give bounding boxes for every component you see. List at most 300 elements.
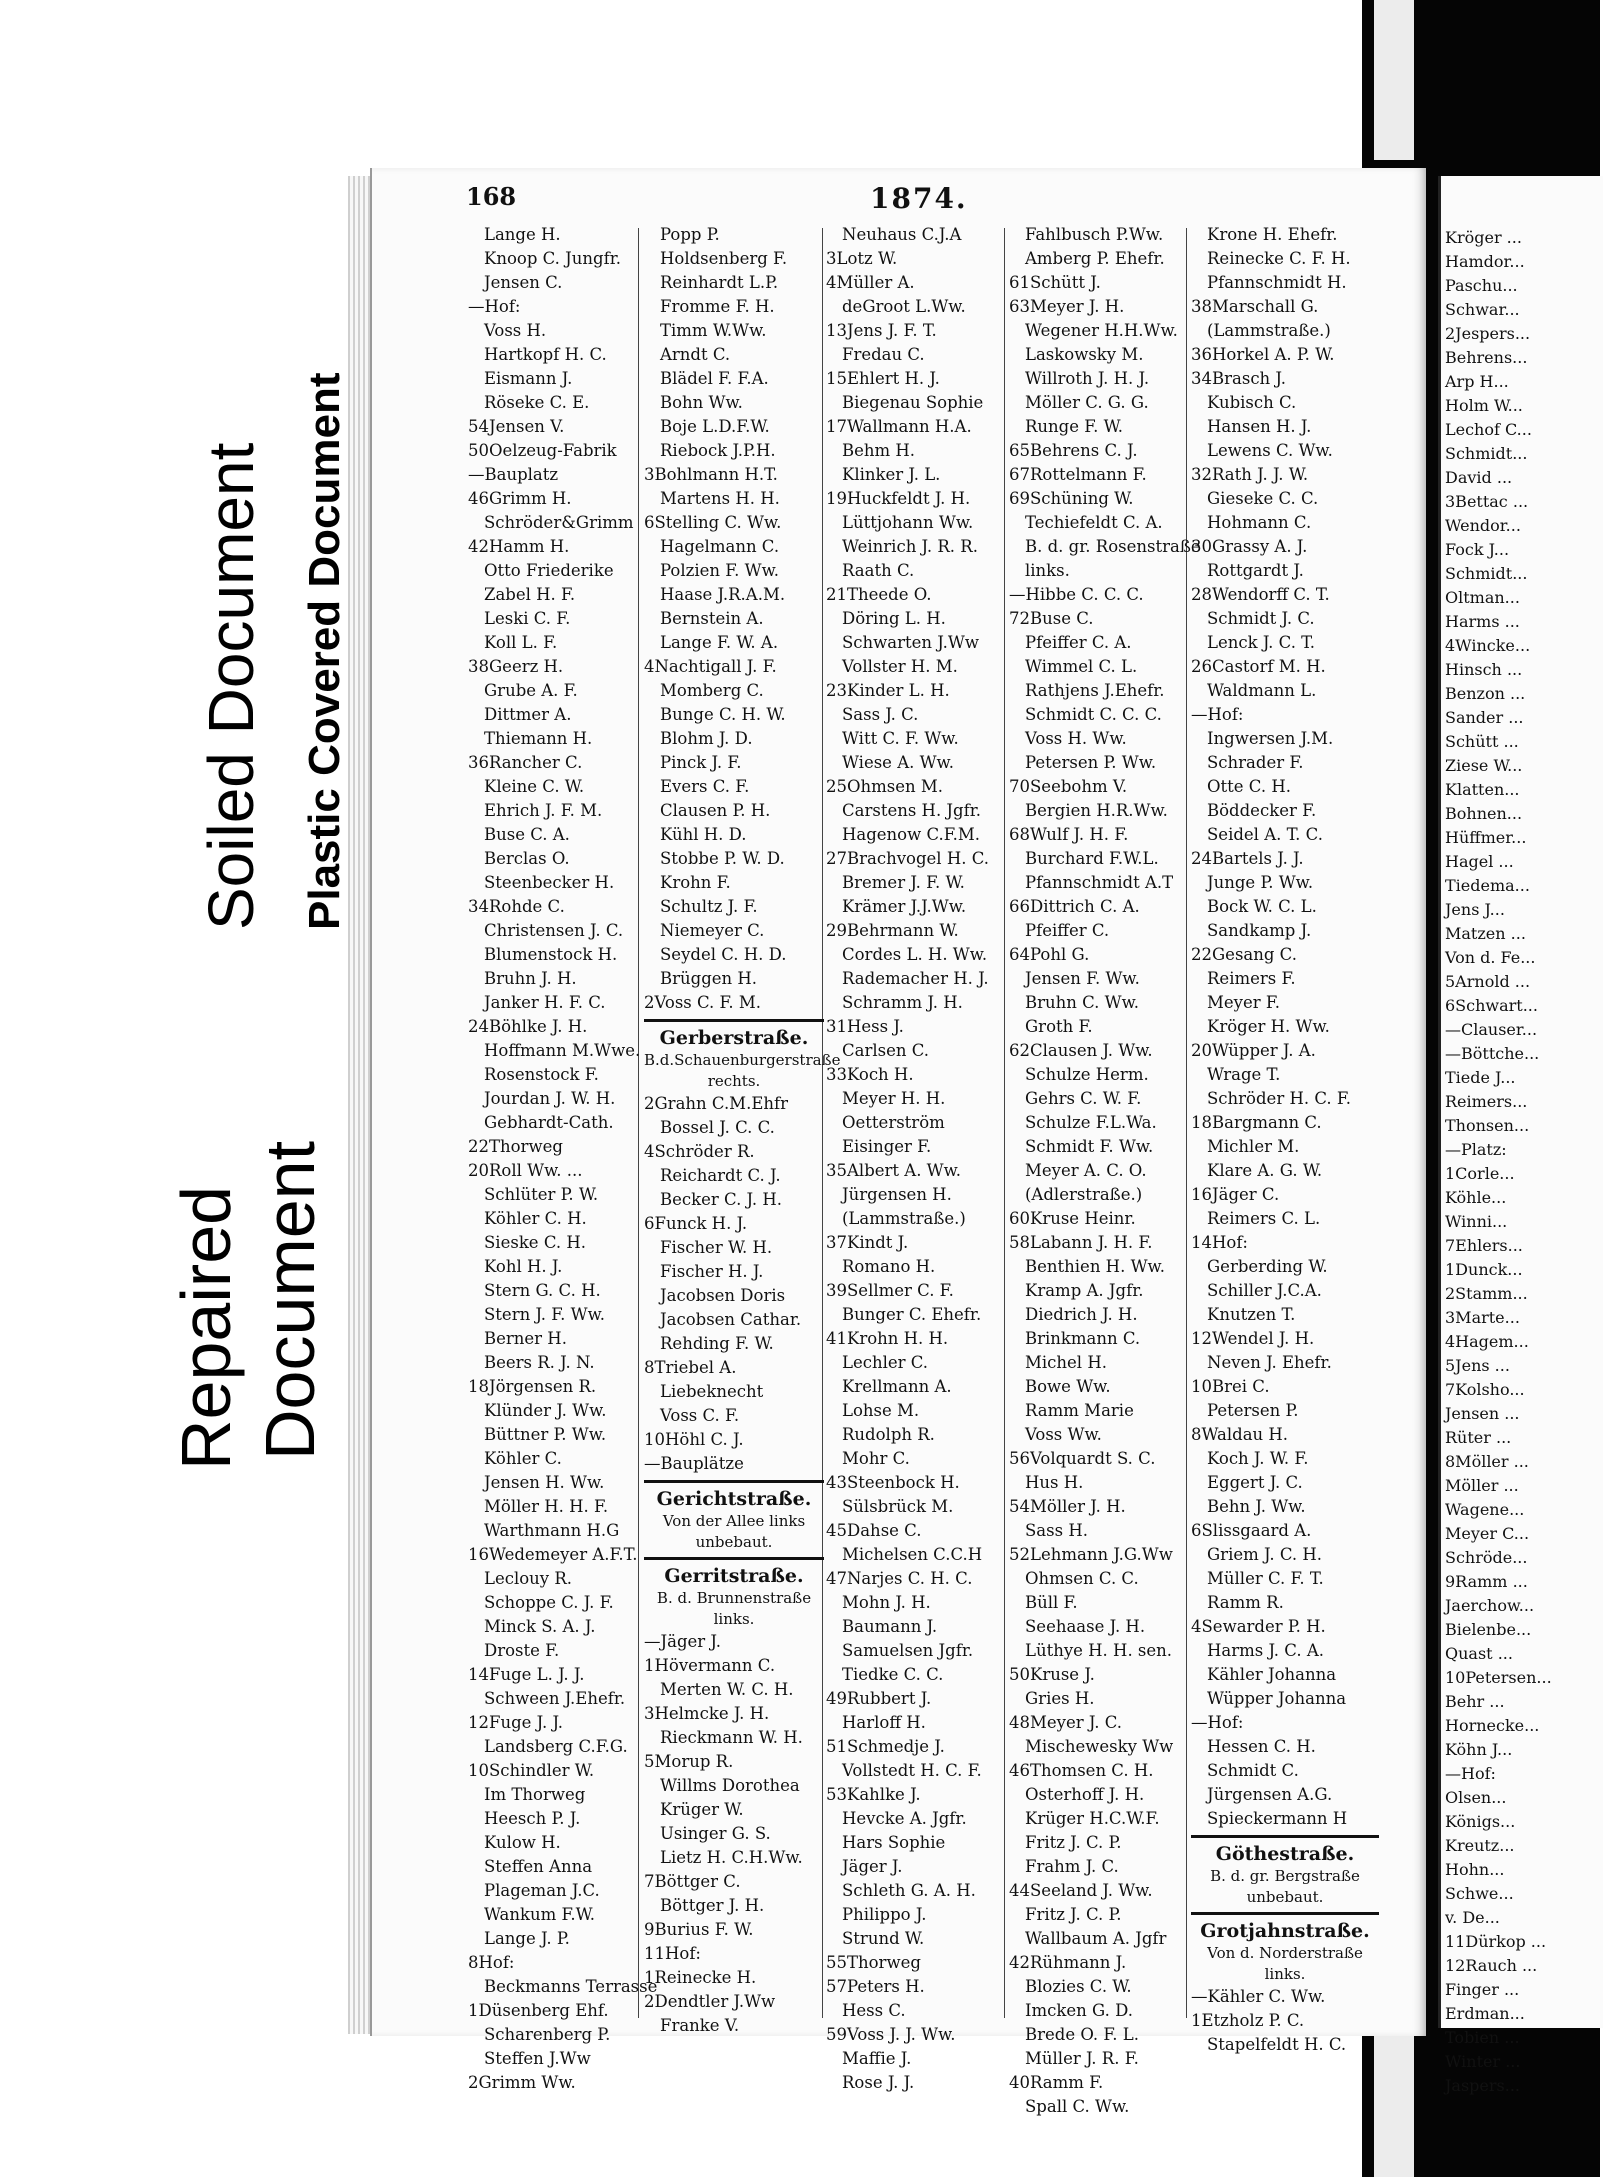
adjacent-page-entry: Rüter ... [1445, 1428, 1512, 1447]
directory-entry: Sülsbrück M. [842, 1497, 954, 1516]
directory-entry: Bossel J. C. C. [660, 1118, 775, 1137]
directory-entry: Maffie J. [842, 2049, 912, 2068]
directory-entry: Stern G. C. H. [484, 1281, 601, 1300]
page-header [372, 182, 1426, 222]
directory-entry: 8Hof: [468, 1953, 515, 1972]
adjacent-page-entry: 12Rauch ... [1445, 1956, 1538, 1975]
directory-entry: Willroth J. H. J. [1025, 369, 1150, 388]
directory-entry: Minck S. A. J. [484, 1617, 596, 1636]
directory-entry: 2Voss C. F. M. [644, 993, 762, 1012]
directory-entry: Laskowsky M. [1025, 345, 1144, 364]
directory-entry: 36Horkel A. P. W. [1191, 345, 1335, 364]
directory-entry: 53Kahlke J. [826, 1785, 921, 1804]
adjacent-page-entry: 11Dürkop ... [1445, 1932, 1547, 1951]
directory-entry: 57Peters H. [826, 1977, 925, 1996]
directory-entry: 24Böhlke J. H. [468, 1017, 588, 1036]
adjacent-page-entry: Köhle... [1445, 1188, 1507, 1207]
directory-entry: Diedrich J. H. [1025, 1305, 1138, 1324]
directory-entry: 47Narjes C. H. C. [826, 1569, 973, 1588]
directory-entry: Wiese A. Ww. [842, 753, 954, 772]
directory-entry: 30Grassy A. J. [1191, 537, 1308, 556]
directory-entry: 7Böttger C. [644, 1872, 741, 1891]
adjacent-page-entry: Meyer C... [1445, 1524, 1530, 1543]
directory-entry: Schmidt J. C. [1207, 609, 1315, 628]
directory-entry: Weinrich J. R. R. [842, 537, 978, 556]
directory-entry: Möller C. G. G. [1025, 393, 1149, 412]
directory-entry: 3Lotz W. [826, 249, 898, 268]
directory-entry: Reinecke C. F. H. [1207, 249, 1351, 268]
adjacent-page-entry: 7Kolsho... [1445, 1380, 1525, 1399]
directory-entry: 1Etzholz P. C. [1191, 2011, 1305, 2030]
directory-entry: —Hof: [1191, 1713, 1244, 1732]
directory-entry: 22Gesang C. [1191, 945, 1297, 964]
directory-entry: Voss H. [484, 321, 547, 340]
directory-entry: Lietz H. C.H.Ww. [660, 1848, 803, 1867]
directory-entry: Mischewesky Ww [1025, 1737, 1174, 1756]
directory-entry: Schrader F. [1207, 753, 1304, 772]
directory-entry: Hoffmann M.Wwe. [484, 1041, 641, 1060]
directory-entry: 19Huckfeldt J. H. [826, 489, 971, 508]
directory-entry: 23Kinder L. H. [826, 681, 950, 700]
directory-entry: Böttger J. H. [660, 1896, 765, 1915]
directory-entry: 14Fuge L. J. J. [468, 1665, 585, 1684]
directory-entry: 69Schüning W. [1009, 489, 1134, 508]
directory-entry: Köhler C. [484, 1449, 562, 1468]
directory-entry: Reimers F. [1207, 969, 1296, 988]
directory-entry: 38Marschall G. [1191, 297, 1319, 316]
adjacent-page-entry: Schwe... [1445, 1884, 1514, 1903]
directory-entry: 37Kindt J. [826, 1233, 909, 1252]
adjacent-page-entry: Harms ... [1445, 612, 1520, 631]
directory-entry: 29Behrmann W. [826, 921, 959, 940]
adjacent-page-entry: 7Ehlers... [1445, 1236, 1523, 1255]
directory-column-2 [644, 223, 841, 2038]
directory-entry: Köhler C. H. [484, 1209, 587, 1228]
directory-entry: Rehding F. W. [660, 1334, 774, 1353]
directory-entry: Ingwersen J.M. [1207, 729, 1334, 748]
directory-entry: Jacobsen Cathar. [660, 1310, 802, 1329]
directory-entry: Rudolph R. [842, 1425, 935, 1444]
directory-entry: Schlüter P. W. [484, 1185, 599, 1204]
directory-entry: Riebock J.P.H. [660, 441, 776, 460]
directory-entry: Martens H. H. [660, 489, 780, 508]
directory-entry: Möller H. H. F. [484, 1497, 609, 1516]
directory-entry: 27Brachvogel H. C. [826, 849, 989, 868]
directory-entry: Fromme F. H. [660, 297, 775, 316]
directory-entry: 1Hövermann C. [644, 1656, 776, 1675]
adjacent-page-entry: Lechof C... [1445, 420, 1532, 439]
directory-entry: Leski C. F. [484, 609, 571, 628]
directory-entry: Pinck J. F. [660, 753, 742, 772]
directory-entry: Runge F. W. [1025, 417, 1123, 436]
directory-entry: Osterhoff J. H. [1025, 1785, 1145, 1804]
directory-entry: Eisinger F. [842, 1137, 932, 1156]
directory-entry: Sieske C. H. [484, 1233, 586, 1252]
adjacent-page-entry: Wagene... [1445, 1500, 1525, 1519]
directory-entry: 62Clausen J. Ww. [1009, 1041, 1153, 1060]
directory-entry: Wallbaum A. Jgfr [1025, 1929, 1167, 1948]
directory-entry: Holdsenberg F. [660, 249, 788, 268]
directory-entry: Oetterström [842, 1113, 945, 1132]
directory-entry: (Lammstraße.) [1207, 321, 1331, 340]
directory-entry: 63Meyer J. H. [1009, 297, 1125, 316]
directory-entry: 6Funck H. J. [644, 1214, 748, 1233]
directory-entry: Otto Friederike [484, 561, 614, 580]
directory-entry: —Bauplätze [644, 1454, 744, 1473]
adjacent-page-entry: 3Marte... [1445, 1308, 1520, 1327]
adjacent-page-entry: Wendor... [1445, 516, 1521, 535]
directory-entry: 4Schröder R. [644, 1142, 755, 1161]
street-heading: Grotjahnstraße. [1191, 1912, 1379, 1943]
directory-entry: 54Möller J. H. [1009, 1497, 1126, 1516]
directory-entry: 54Jensen V. [468, 417, 565, 436]
directory-entry: Rieckmann W. H. [660, 1728, 803, 1747]
directory-entry: Kulow H. [484, 1833, 561, 1852]
directory-entry: 60Kruse Heinr. [1009, 1209, 1136, 1228]
adjacent-page-entry: 1Dunck... [1445, 1260, 1523, 1279]
directory-entry: Dittmer A. [484, 705, 572, 724]
directory-entry: Kühl H. D. [660, 825, 747, 844]
directory-entry: Hansen H. J. [1207, 417, 1312, 436]
directory-entry: —Hibbe C. C. C. [1009, 585, 1144, 604]
directory-entry: 12Wendel J. H. [1191, 1329, 1315, 1348]
directory-entry: Stern J. F. Ww. [484, 1305, 606, 1324]
directory-entry: Arndt C. [660, 345, 731, 364]
adjacent-page-entry: Fock J... [1445, 540, 1510, 559]
adjacent-page-entry: Matzen ... [1445, 924, 1526, 943]
directory-entry: Krüger W. [660, 1800, 744, 1819]
directory-entry: Eismann J. [484, 369, 573, 388]
directory-entry: Brüggen H. [660, 969, 758, 988]
directory-entry: Röseke C. E. [484, 393, 590, 412]
directory-entry: 10Höhl C. J. [644, 1430, 744, 1449]
directory-entry: Spieckermann H [1207, 1809, 1348, 1828]
directory-entry: Wrage T. [1207, 1065, 1281, 1084]
directory-entry: Beers R. J. N. [484, 1353, 595, 1372]
directory-entry: 48Meyer J. C. [1009, 1713, 1122, 1732]
adjacent-page-entry: Tiede J... [1445, 1068, 1516, 1087]
directory-entry: 46Thomsen C. H. [1009, 1761, 1154, 1780]
directory-entry: Benthien H. Ww. [1025, 1257, 1165, 1276]
directory-entry: Frahm J. C. [1025, 1857, 1119, 1876]
directory-entry: Krämer J.J.Ww. [842, 897, 967, 916]
directory-entry: Bunger C. Ehefr. [842, 1305, 982, 1324]
directory-entry: 34Brasch J. [1191, 369, 1287, 388]
directory-entry: Böddecker F. [1207, 801, 1317, 820]
directory-entry: Knoop C. Jungfr. [484, 249, 622, 268]
directory-entry: 26Castorf M. H. [1191, 657, 1326, 676]
adjacent-page-entry: Olsen... [1445, 1788, 1507, 1807]
directory-entry: Jourdan J. W. H. [484, 1089, 616, 1108]
directory-entry: 68Wulf J. H. F. [1009, 825, 1129, 844]
directory-entry: Kohl H. J. [484, 1257, 563, 1276]
directory-entry: Sass H. [1025, 1521, 1088, 1540]
directory-entry: 64Pohl G. [1009, 945, 1090, 964]
adjacent-page-entry: 4Hagem... [1445, 1332, 1529, 1351]
directory-entry: Reinhardt L.P. [660, 273, 779, 292]
adjacent-page-entry: 4Wincke... [1445, 636, 1531, 655]
directory-entry: Schulze Herm. [1025, 1065, 1149, 1084]
directory-entry: —Kähler C. Ww. [1191, 1987, 1326, 2006]
directory-entry: Schulze F.L.Wa. [1025, 1113, 1157, 1132]
directory-entry: Bruhn C. Ww. [1025, 993, 1140, 1012]
directory-entry: Bowe Ww. [1025, 1377, 1111, 1396]
directory-entry: Jensen H. Ww. [484, 1473, 605, 1492]
directory-entry: Lange J. P. [484, 1929, 570, 1948]
directory-entry: 14Hof: [1191, 1233, 1248, 1252]
adjacent-page-entry: —Böttche... [1445, 1044, 1540, 1063]
directory-entry: Kleine C. W. [484, 777, 585, 796]
directory-entry: 59Voss J. J. Ww. [826, 2025, 956, 2044]
directory-entry: 41Krohn H. H. [826, 1329, 949, 1348]
directory-entry: Im Thorweg [484, 1785, 586, 1804]
adjacent-page-entry: Jaerchow... [1445, 1596, 1535, 1615]
adjacent-page-fragment [1438, 176, 1603, 2095]
directory-entry: Fredau C. [842, 345, 925, 364]
directory-entry: Schween J.Ehefr. [484, 1689, 626, 1708]
directory-entry: 1Reinecke H. [644, 1968, 757, 1987]
directory-entry: Momberg C. [660, 681, 764, 700]
directory-entry: Hagelmann C. [660, 537, 780, 556]
directory-entry: Voss Ww. [1025, 1425, 1102, 1444]
directory-entry: 20Roll Ww. ... [468, 1161, 583, 1180]
directory-entry: 65Behrens C. J. [1009, 441, 1138, 460]
directory-entry: Jürgensen A.G. [1207, 1785, 1333, 1804]
directory-entry: Cordes L. H. Ww. [842, 945, 988, 964]
directory-entry: Jürgensen H. [842, 1185, 952, 1204]
directory-entry: Müller C. F. T. [1207, 1569, 1324, 1588]
directory-entry: 9Burius F. W. [644, 1920, 754, 1939]
directory-entry: Bock W. C. L. [1207, 897, 1317, 916]
directory-entry: Berner H. [484, 1329, 567, 1348]
directory-entry: 55Thorweg [826, 1953, 921, 1972]
directory-entry: Landsberg C.F.G. [484, 1737, 628, 1756]
directory-entry: Gieseke C. C. [1207, 489, 1319, 508]
adjacent-page-entry: Reimers... [1445, 1092, 1528, 1111]
column-rule [638, 228, 639, 2018]
directory-entry: 18Jörgensen R. [468, 1377, 597, 1396]
directory-entry: Lenck J. C. T. [1207, 633, 1316, 652]
label-plastic-covered-document: Plastic Covered Document [300, 372, 349, 930]
directory-entry: Polzien F. Ww. [660, 561, 779, 580]
adjacent-page-entry: Oltman... [1445, 588, 1520, 607]
directory-entry: 8Waldau H. [1191, 1425, 1289, 1444]
adjacent-page-entry: Hornecke... [1445, 1716, 1540, 1735]
directory-entry: Franke V. [660, 2016, 740, 2035]
directory-entry: Carstens H. Jgfr. [842, 801, 982, 820]
directory-entry: Droste F. [484, 1641, 560, 1660]
directory-entry: Steffen Anna [484, 1857, 593, 1876]
adjacent-page-entry: Schmidt... [1445, 564, 1528, 583]
adjacent-page-entry: Finger ... [1445, 1980, 1520, 1999]
directory-entry: Griem J. C. H. [1207, 1545, 1322, 1564]
directory-entry: Harms J. C. A. [1207, 1641, 1324, 1660]
directory-entry: Koll L. F. [484, 633, 558, 652]
directory-entry: Becker C. J. H. [660, 1190, 783, 1209]
adjacent-page-entry: Hamdor... [1445, 252, 1525, 271]
directory-entry: Vollster H. M. [842, 657, 958, 676]
directory-entry: Meyer A. C. O. [1025, 1161, 1147, 1180]
adjacent-page-entry: Köhn J... [1445, 1740, 1513, 1759]
directory-entry: Beckmanns Terrasse [484, 1977, 658, 1996]
directory-entry: 38Geerz H. [468, 657, 564, 676]
page-number: 168 [466, 182, 517, 211]
directory-entry: Janker H. F. C. [484, 993, 606, 1012]
directory-entry: Rose J. J. [842, 2073, 915, 2092]
directory-entry: 42Hamm H. [468, 537, 570, 556]
directory-entry: 15Ehlert H. J. [826, 369, 940, 388]
directory-entry: 18Bargmann C. [1191, 1113, 1322, 1132]
directory-entry: Steffen J.Ww [484, 2049, 591, 2068]
directory-entry: Lüttjohann Ww. [842, 513, 974, 532]
directory-entry: Fahlbusch P.Ww. [1025, 225, 1164, 244]
directory-entry: Reimers C. L. [1207, 1209, 1321, 1228]
directory-entry: 67Rottelmann F. [1009, 465, 1147, 484]
directory-entry: Christensen J. C. [484, 921, 624, 940]
directory-entry: 45Dahse C. [826, 1521, 922, 1540]
directory-entry: Steenbecker H. [484, 873, 615, 892]
adjacent-page-column [1445, 226, 1552, 2098]
directory-entry: Schröder&Grimm [484, 513, 634, 532]
street-note: Von der Allee links unbebaut. [662, 1512, 806, 1551]
directory-entry: Amberg P. Ehefr. [1025, 249, 1165, 268]
directory-entry: Bruhn J. H. [484, 969, 577, 988]
directory-entry: Buse C. A. [484, 825, 570, 844]
directory-entry: 12Fuge J. J. [468, 1713, 564, 1732]
directory-entry: Merten W. C. H. [660, 1680, 794, 1699]
directory-entry: Michler M. [1207, 1137, 1300, 1156]
directory-entry: Sass J. C. [842, 705, 919, 724]
directory-entry: Krüger H.C.W.F. [1025, 1809, 1160, 1828]
directory-entry: 33Koch H. [826, 1065, 914, 1084]
directory-entry: 20Wüpper J. A. [1191, 1041, 1316, 1060]
directory-entry: Wegener H.H.Ww. [1025, 321, 1178, 340]
directory-entry: Philippo J. [842, 1905, 927, 1924]
directory-entry: Otte C. H. [1207, 777, 1291, 796]
directory-entry: Petersen P. Ww. [1025, 753, 1157, 772]
directory-entry: Kröger H. Ww. [1207, 1017, 1330, 1036]
street-note: B. d. gr. Bergstraße unbebaut. [1210, 1867, 1360, 1906]
street-note: B. d. Brunnenstraße links. [656, 1589, 812, 1628]
directory-entry: Willms Dorothea [660, 1776, 800, 1795]
directory-entry: 11Hof: [644, 1944, 701, 1963]
directory-entry: Blohm J. D. [660, 729, 753, 748]
directory-entry: 10Schindler W. [468, 1761, 595, 1780]
directory-entry: 3Bohlmann H.T. [644, 465, 778, 484]
directory-entry: 36Rancher C. [468, 753, 583, 772]
directory-entry: Schmidt C. C. C. [1025, 705, 1162, 724]
directory-entry: Evers C. F. [660, 777, 750, 796]
directory-entry: 16Wedemeyer A.F.T. [468, 1545, 638, 1564]
directory-entry: 43Steenbock H. [826, 1473, 960, 1492]
directory-entry: Döring L. H. [842, 609, 946, 628]
directory-entry: Blädel F. F.A. [660, 369, 769, 388]
adjacent-page-entry: 10Petersen... [1445, 1668, 1552, 1687]
directory-entry: Harloff H. [842, 1713, 926, 1732]
adjacent-page-entry: 3Bettac ... [1445, 492, 1529, 511]
directory-entry: Petersen P. [1207, 1401, 1299, 1420]
directory-entry: 34Rohde C. [468, 897, 565, 916]
directory-entry: Lange H. [484, 225, 561, 244]
directory-column-1 [468, 223, 658, 2095]
directory-entry: Hars Sophie [842, 1833, 946, 1852]
directory-entry: Vollstedt H. C. F. [842, 1761, 982, 1780]
directory-entry: Baumann J. [842, 1617, 938, 1636]
directory-entry: Stapelfeldt H. C. [1207, 2035, 1347, 2054]
tape-band-top [1374, 0, 1414, 160]
directory-entry: 66Dittrich C. A. [1009, 897, 1140, 916]
adjacent-page-entry: Jens J... [1445, 900, 1505, 919]
directory-entry: Hagenow C.F.M. [842, 825, 981, 844]
directory-entry: Fritz J. C. P. [1025, 1833, 1122, 1852]
directory-entry: Pfannschmidt H. [1207, 273, 1347, 292]
street-heading: Gerberstraße. [644, 1019, 824, 1050]
directory-entry: Timm W.Ww. [660, 321, 767, 340]
directory-entry: Kubisch C. [1207, 393, 1297, 412]
directory-entry: Schmidt C. [1207, 1761, 1299, 1780]
directory-entry: 32Rath J. J. W. [1191, 465, 1309, 484]
directory-entry: 1Düsenberg Ehf. [468, 2001, 609, 2020]
directory-entry: 16Jäger C. [1191, 1185, 1280, 1204]
directory-entry: Raath C. [842, 561, 915, 580]
directory-entry: Wimmel C. L. [1025, 657, 1138, 676]
adjacent-page-entry: 2Jespers... [1445, 324, 1531, 343]
directory-entry: Witt C. F. Ww. [842, 729, 959, 748]
directory-entry: 4Müller A. [826, 273, 915, 292]
directory-entry: 42Rühmann J. [1009, 1953, 1127, 1972]
directory-entry: 44Seeland J. Ww. [1009, 1881, 1153, 1900]
directory-column-5 [1191, 223, 1379, 2057]
directory-entry: Meyer F. [1207, 993, 1281, 1012]
directory-entry: Lohse M. [842, 1401, 920, 1420]
adjacent-page-entry: 5Arnold ... [1445, 972, 1531, 991]
directory-entry: Ohmsen C. C. [1025, 1569, 1139, 1588]
directory-entry: Carlsen C. [842, 1041, 930, 1060]
directory-entry: Fritz J. C. P. [1025, 1905, 1122, 1924]
directory-entry: 46Grimm H. [468, 489, 572, 508]
directory-entry: Seydel C. H. D. [660, 945, 787, 964]
directory-entry: Kramp A. Jgfr. [1025, 1281, 1144, 1300]
adjacent-page-entry: —Platz: [1445, 1140, 1507, 1159]
directory-entry: Schleth G. A. H. [842, 1881, 976, 1900]
directory-entry: 13Jens J. F. T. [826, 321, 937, 340]
directory-entry: Tiedke C. C. [842, 1665, 944, 1684]
adjacent-page-entry: Erdman... [1445, 2004, 1525, 2023]
adjacent-page-entry: Schmidt... [1445, 444, 1528, 463]
directory-entry: Groth F. [1025, 1017, 1093, 1036]
directory-entry: Rosenstock F. [484, 1065, 599, 1084]
column-rule [1004, 228, 1005, 2018]
directory-entry: deGroot L.Ww. [842, 297, 966, 316]
directory-column-3 [826, 223, 1002, 2095]
directory-entry: Wankum F.W. [484, 1905, 595, 1924]
directory-entry: —Jäger J. [644, 1632, 721, 1651]
directory-entry: 58Labann J. H. F. [1009, 1233, 1153, 1252]
directory-entry: Burchard F.W.L. [1025, 849, 1159, 868]
directory-entry: 8Triebel A. [644, 1358, 737, 1377]
adjacent-page-entry: Arp H... [1445, 372, 1509, 391]
directory-entry: Plageman J.C. [484, 1881, 600, 1900]
directory-entry: Neuhaus C.J.A [842, 225, 962, 244]
adjacent-page-entry: Winni... [1445, 1212, 1508, 1231]
directory-entry: —Hof: [1191, 705, 1244, 724]
directory-entry: Mohr C. [842, 1449, 910, 1468]
directory-entry: Krellmann A. [842, 1377, 952, 1396]
adjacent-page-entry: 5Jens ... [1445, 1356, 1510, 1375]
directory-entry: Schwarten J.Ww [842, 633, 979, 652]
directory-entry: Schiller J.C.A. [1207, 1281, 1322, 1300]
adjacent-page-entry: 2Stamm... [1445, 1284, 1528, 1303]
